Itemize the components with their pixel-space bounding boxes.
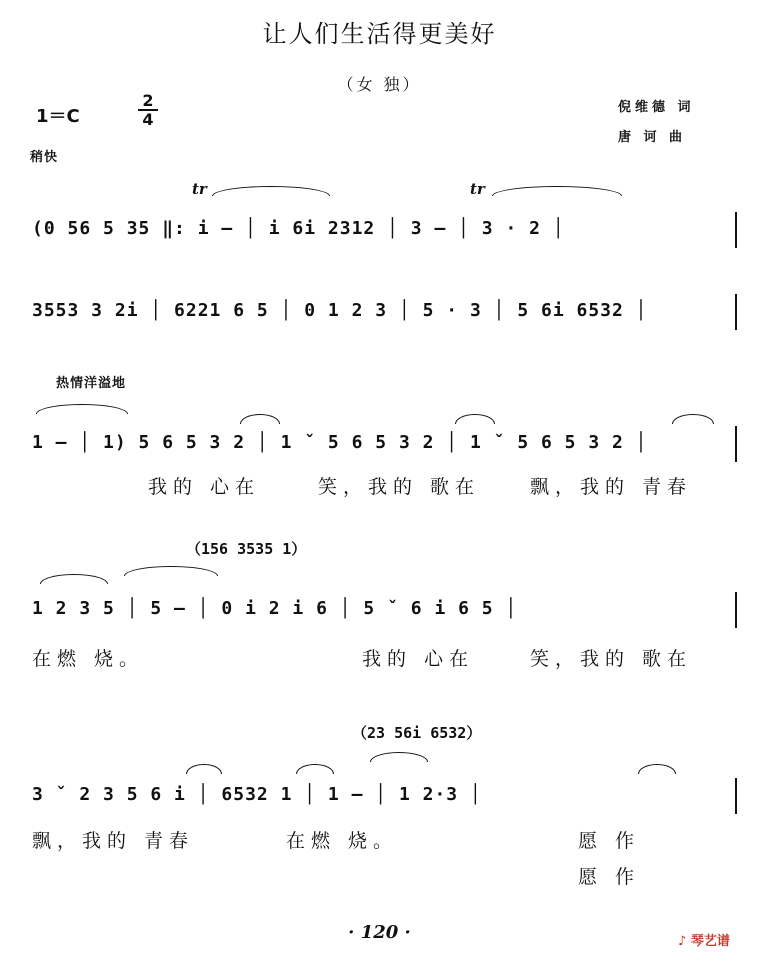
lyric-3-1: 我的 心在 — [148, 476, 261, 498]
watermark-text: 琴艺谱 — [690, 934, 730, 949]
song-title: 让人们生活得更美好 — [262, 20, 497, 48]
lyric-4-3: 笑，我的 歌在 — [530, 648, 693, 670]
key-signature: 1＝C — [36, 106, 80, 127]
meter-top: 2 — [142, 91, 154, 110]
lyric-3-2: 笑，我的 歌在 — [318, 476, 481, 498]
system-4-notes: 1 2 3 5 │ 5 – │ 0 i 2 i 6 │ 5 ˇ 6 i 6 5 │ — [32, 598, 518, 619]
page-number: · 120 · — [348, 922, 411, 943]
watermark-logo — [678, 930, 730, 949]
lyric-3-3: 飘，我的 青春 — [530, 476, 693, 498]
music-note-icon: ♪ — [678, 934, 687, 949]
time-signature — [136, 92, 160, 128]
lyric-4-1: 在燃 烧。 — [32, 648, 145, 670]
trill-mark-1: tr — [192, 180, 207, 198]
lyricist-credit: 倪维德 词 — [618, 100, 695, 115]
system-5-notes: 3 ˇ 2 3 5 6 i │ 6532 1 │ 1 – │ 1 2·3 │ — [32, 784, 482, 805]
lyric-5-1: 飘，我的 青春 — [32, 830, 195, 852]
lyric-5-3: 愿 作 — [578, 830, 641, 852]
meter-bottom: 4 — [142, 110, 154, 129]
expression-marking: 热情洋溢地 — [56, 376, 127, 391]
lyric-5-2: 在燃 烧。 — [286, 830, 399, 852]
system-4-insert: （156 3535 1） — [186, 540, 307, 558]
trill-mark-2: tr — [470, 180, 485, 198]
song-subtitle: （女 独） — [337, 75, 422, 94]
composer-credit: 唐 诃 曲 — [618, 130, 687, 145]
lyric-4-2: 我的 心在 — [362, 648, 475, 670]
lyric-5-verse2: 愿 作 — [578, 866, 641, 888]
system-5-insert: （23 56i 6532） — [352, 724, 482, 742]
tempo-marking: 稍快 — [30, 150, 59, 165]
system-3-notes: 1 – │ 1) 5 6 5 3 2 │ 1 ˇ 5 6 5 3 2 │ 1 ˇ 5 6 5 3 2 │ — [32, 432, 648, 453]
system-1-notes: (0 56 5 35 ‖: i – │ i 6i 2312 │ 3 – │ 3 · 2 │ — [32, 218, 565, 239]
system-2-notes: 3553 3 2i │ 6221 6 5 │ 0 1 2 3 │ 5 · 3 │ 5 6i 6532 │ — [32, 300, 648, 321]
